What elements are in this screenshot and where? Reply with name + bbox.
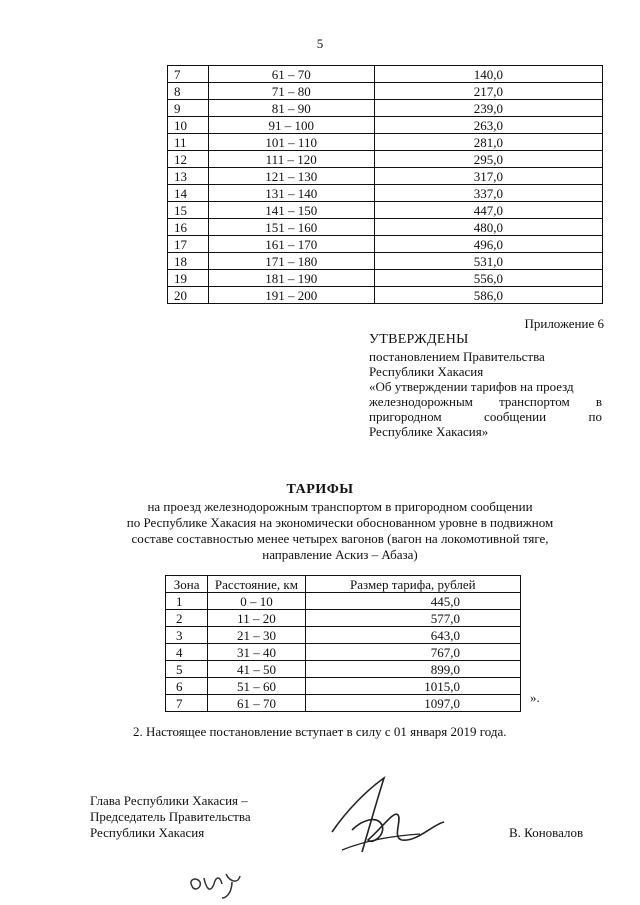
zone-cell: 18 [168, 253, 209, 270]
table-row [166, 678, 521, 695]
table-row [168, 236, 603, 253]
table-row [168, 219, 603, 236]
tariffs-description [0, 499, 640, 563]
handwritten-mark [186, 868, 246, 902]
table-row [168, 151, 603, 168]
rate-cell: 295,0 [374, 151, 602, 168]
distance-cell: 91 – 100 [208, 117, 374, 134]
signatory-name: В. Коновалов [509, 825, 584, 840]
rate-cell: 263,0 [374, 117, 602, 134]
description-line: составе составностью менее четырех вагонов (вагон на локомотивной тяге, [131, 531, 549, 546]
approved-line: Республики Хакасия [369, 364, 484, 379]
closing-quote: ». [530, 690, 540, 705]
distance-cell: 11 – 20 [208, 610, 305, 627]
distance-cell: 81 – 90 [208, 100, 374, 117]
zone-cell: 17 [168, 236, 209, 253]
distance-cell: 61 – 70 [208, 66, 374, 83]
zone-cell: 9 [168, 100, 209, 117]
signatory-position [90, 793, 251, 841]
zone-cell: 11 [168, 134, 209, 151]
distance-cell: 101 – 110 [208, 134, 374, 151]
zone-cell: 8 [168, 83, 209, 100]
approved-line: «Об утверждении тарифов на проезд [369, 379, 574, 394]
rate-cell: 586,0 [374, 287, 602, 304]
table-row [168, 100, 603, 117]
table-row [168, 134, 603, 151]
handwritten-signature [322, 770, 452, 860]
resolution-text: 2. Настоящее постановление вступает в силу с 01 января 2019 года. [133, 724, 507, 739]
rate-cell: 643,0 [305, 627, 520, 644]
approved-line: пригородном сообщении по [369, 409, 602, 424]
bottom-tariff-table [165, 575, 521, 712]
description-line: по Республике Хакасия на экономически обоснованном уровне в подвижном [126, 515, 554, 530]
rate-cell: 140,0 [374, 66, 602, 83]
bottom-table-body [166, 593, 521, 712]
rate-cell: 556,0 [374, 270, 602, 287]
distance-cell: 51 – 60 [208, 678, 305, 695]
table-row [168, 185, 603, 202]
appendix-label: Приложение 6 [524, 316, 604, 331]
table-row [168, 202, 603, 219]
distance-cell: 41 – 50 [208, 661, 305, 678]
rate-cell: 767,0 [305, 644, 520, 661]
table-row [166, 610, 521, 627]
distance-cell: 61 – 70 [208, 695, 305, 712]
rate-cell: 217,0 [374, 83, 602, 100]
rate-cell: 531,0 [374, 253, 602, 270]
rate-cell: 281,0 [374, 134, 602, 151]
approved-title: УТВЕРЖДЕНЫ [369, 332, 469, 347]
position-line: Глава Республики Хакасия – [90, 793, 248, 808]
position-line: Председатель Правительства [90, 809, 251, 824]
position-line: Республики Хакасия [90, 825, 205, 840]
top-table-body [168, 66, 603, 304]
table-row [166, 661, 521, 678]
zone-cell: 15 [168, 202, 209, 219]
distance-cell: 151 – 160 [208, 219, 374, 236]
distance-cell: 161 – 170 [208, 236, 374, 253]
rate-cell: 445,0 [305, 593, 520, 610]
page-number: 5 [316, 36, 324, 51]
table-row [166, 695, 521, 712]
zone-cell: 2 [166, 610, 208, 627]
distance-cell: 171 – 180 [208, 253, 374, 270]
zone-cell: 7 [166, 695, 208, 712]
zone-cell: 12 [168, 151, 209, 168]
rate-cell: 899,0 [305, 661, 520, 678]
zone-cell: 6 [166, 678, 208, 695]
distance-cell: 31 – 40 [208, 644, 305, 661]
zone-cell: 13 [168, 168, 209, 185]
distance-cell: 191 – 200 [208, 287, 374, 304]
approval-block [369, 332, 602, 439]
zone-cell: 4 [166, 644, 208, 661]
header-rate: Размер тарифа, рублей [305, 576, 520, 593]
approved-line: Республике Хакасия» [369, 424, 489, 439]
table-header-row [166, 576, 521, 593]
zone-cell: 20 [168, 287, 209, 304]
zone-cell: 7 [168, 66, 209, 83]
table-row [168, 287, 603, 304]
distance-cell: 131 – 140 [208, 185, 374, 202]
zone-cell: 14 [168, 185, 209, 202]
distance-cell: 21 – 30 [208, 627, 305, 644]
zone-cell: 5 [166, 661, 208, 678]
rate-cell: 1015,0 [305, 678, 520, 695]
zone-cell: 10 [168, 117, 209, 134]
distance-cell: 141 – 150 [208, 202, 374, 219]
approved-line: железнодорожным транспортом в [369, 394, 602, 409]
table-row [168, 117, 603, 134]
rate-cell: 496,0 [374, 236, 602, 253]
table-row [166, 644, 521, 661]
distance-cell: 111 – 120 [208, 151, 374, 168]
approved-line: постановлением Правительства [369, 349, 545, 364]
rate-cell: 1097,0 [305, 695, 520, 712]
distance-cell: 71 – 80 [208, 83, 374, 100]
header-distance: Расстояние, км [208, 576, 305, 593]
header-zone: Зона [166, 576, 208, 593]
rate-cell: 447,0 [374, 202, 602, 219]
table-row [168, 83, 603, 100]
rate-cell: 239,0 [374, 100, 602, 117]
zone-cell: 16 [168, 219, 209, 236]
description-line: направление Аскиз – Абаза) [262, 547, 418, 562]
rate-cell: 317,0 [374, 168, 602, 185]
rate-cell: 577,0 [305, 610, 520, 627]
table-row [168, 270, 603, 287]
top-tariff-table [167, 65, 603, 304]
distance-cell: 121 – 130 [208, 168, 374, 185]
table-row [166, 627, 521, 644]
table-row [168, 66, 603, 83]
table-row [166, 593, 521, 610]
table-row [168, 253, 603, 270]
zone-cell: 3 [166, 627, 208, 644]
zone-cell: 19 [168, 270, 209, 287]
description-line: на проезд железнодорожным транспортом в пригородном сообщении [147, 499, 533, 514]
distance-cell: 181 – 190 [208, 270, 374, 287]
table-row [168, 168, 603, 185]
distance-cell: 0 – 10 [208, 593, 305, 610]
tariffs-heading: ТАРИФЫ [286, 482, 354, 497]
rate-cell: 337,0 [374, 185, 602, 202]
rate-cell: 480,0 [374, 219, 602, 236]
zone-cell: 1 [166, 593, 208, 610]
